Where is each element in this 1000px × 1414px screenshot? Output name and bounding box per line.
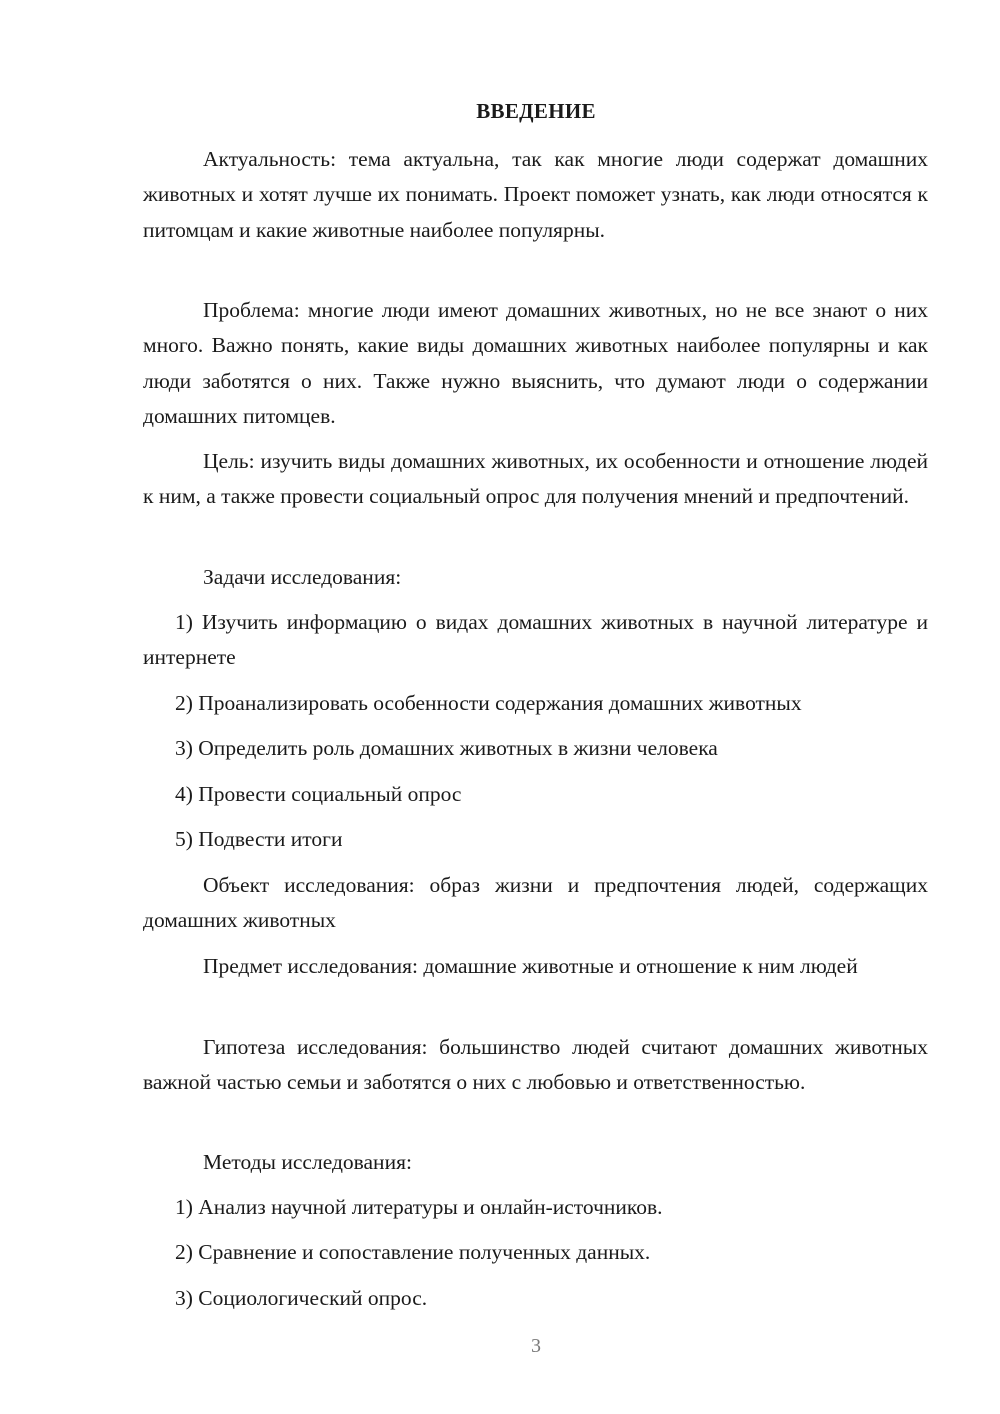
task-item-4: 4) Провести социальный опрос <box>175 782 462 806</box>
task-item-3: 3) Определить роль домашних животных в жизни человека <box>175 736 718 760</box>
task-item-5: 5) Подвести итоги <box>175 827 343 851</box>
paragraph-problem: Проблема: многие люди имеют домашних животных, но не все знают о них много. Важно понять, какие виды домашних животных наиболее популярны и как люди заботятся о них. Также нужно выяснить, что думают люди о содержании домашних питомцев. <box>143 298 928 428</box>
paragraph-goal: Цель: изучить виды домашних животных, их особенности и отношение людей к ним, а также провести социальный опрос для получения мнений и предпочтений. <box>143 449 928 509</box>
paragraph-object: Объект исследования: образ жизни и предпочтения людей, содержащих домашних животных <box>143 873 928 933</box>
task-item-1: 1) Изучить информацию о видах домашних животных в научной литературе и интернете <box>143 610 928 670</box>
tasks-title: Задачи исследования: <box>203 565 402 589</box>
section-heading: ВВЕДЕНИЕ <box>476 99 596 123</box>
task-item-2: 2) Проанализировать особенности содержания домашних животных <box>175 691 802 715</box>
paragraph-hypothesis: Гипотеза исследования: большинство людей считают домашних животных важной частью семьи и заботятся о них с любовью и ответственностью. <box>143 1035 928 1095</box>
method-item-3: 3) Социологический опрос. <box>175 1286 428 1310</box>
methods-title: Методы исследования: <box>203 1150 412 1174</box>
paragraph-subject: Предмет исследования: домашние животные и отношение к ним людей <box>203 954 858 978</box>
method-item-2: 2) Сравнение и сопоставление полученных данных. <box>175 1240 651 1264</box>
paragraph-relevance: Актуальность: тема актуальна, так как многие люди содержат домашних животных и хотят лучше их понимать. Проект поможет узнать, как люди относятся к питомцам и какие животные наиболее популярны. <box>143 147 928 242</box>
page-number: 3 <box>531 1335 541 1357</box>
method-item-1: 1) Анализ научной литературы и онлайн-источников. <box>175 1195 663 1219</box>
